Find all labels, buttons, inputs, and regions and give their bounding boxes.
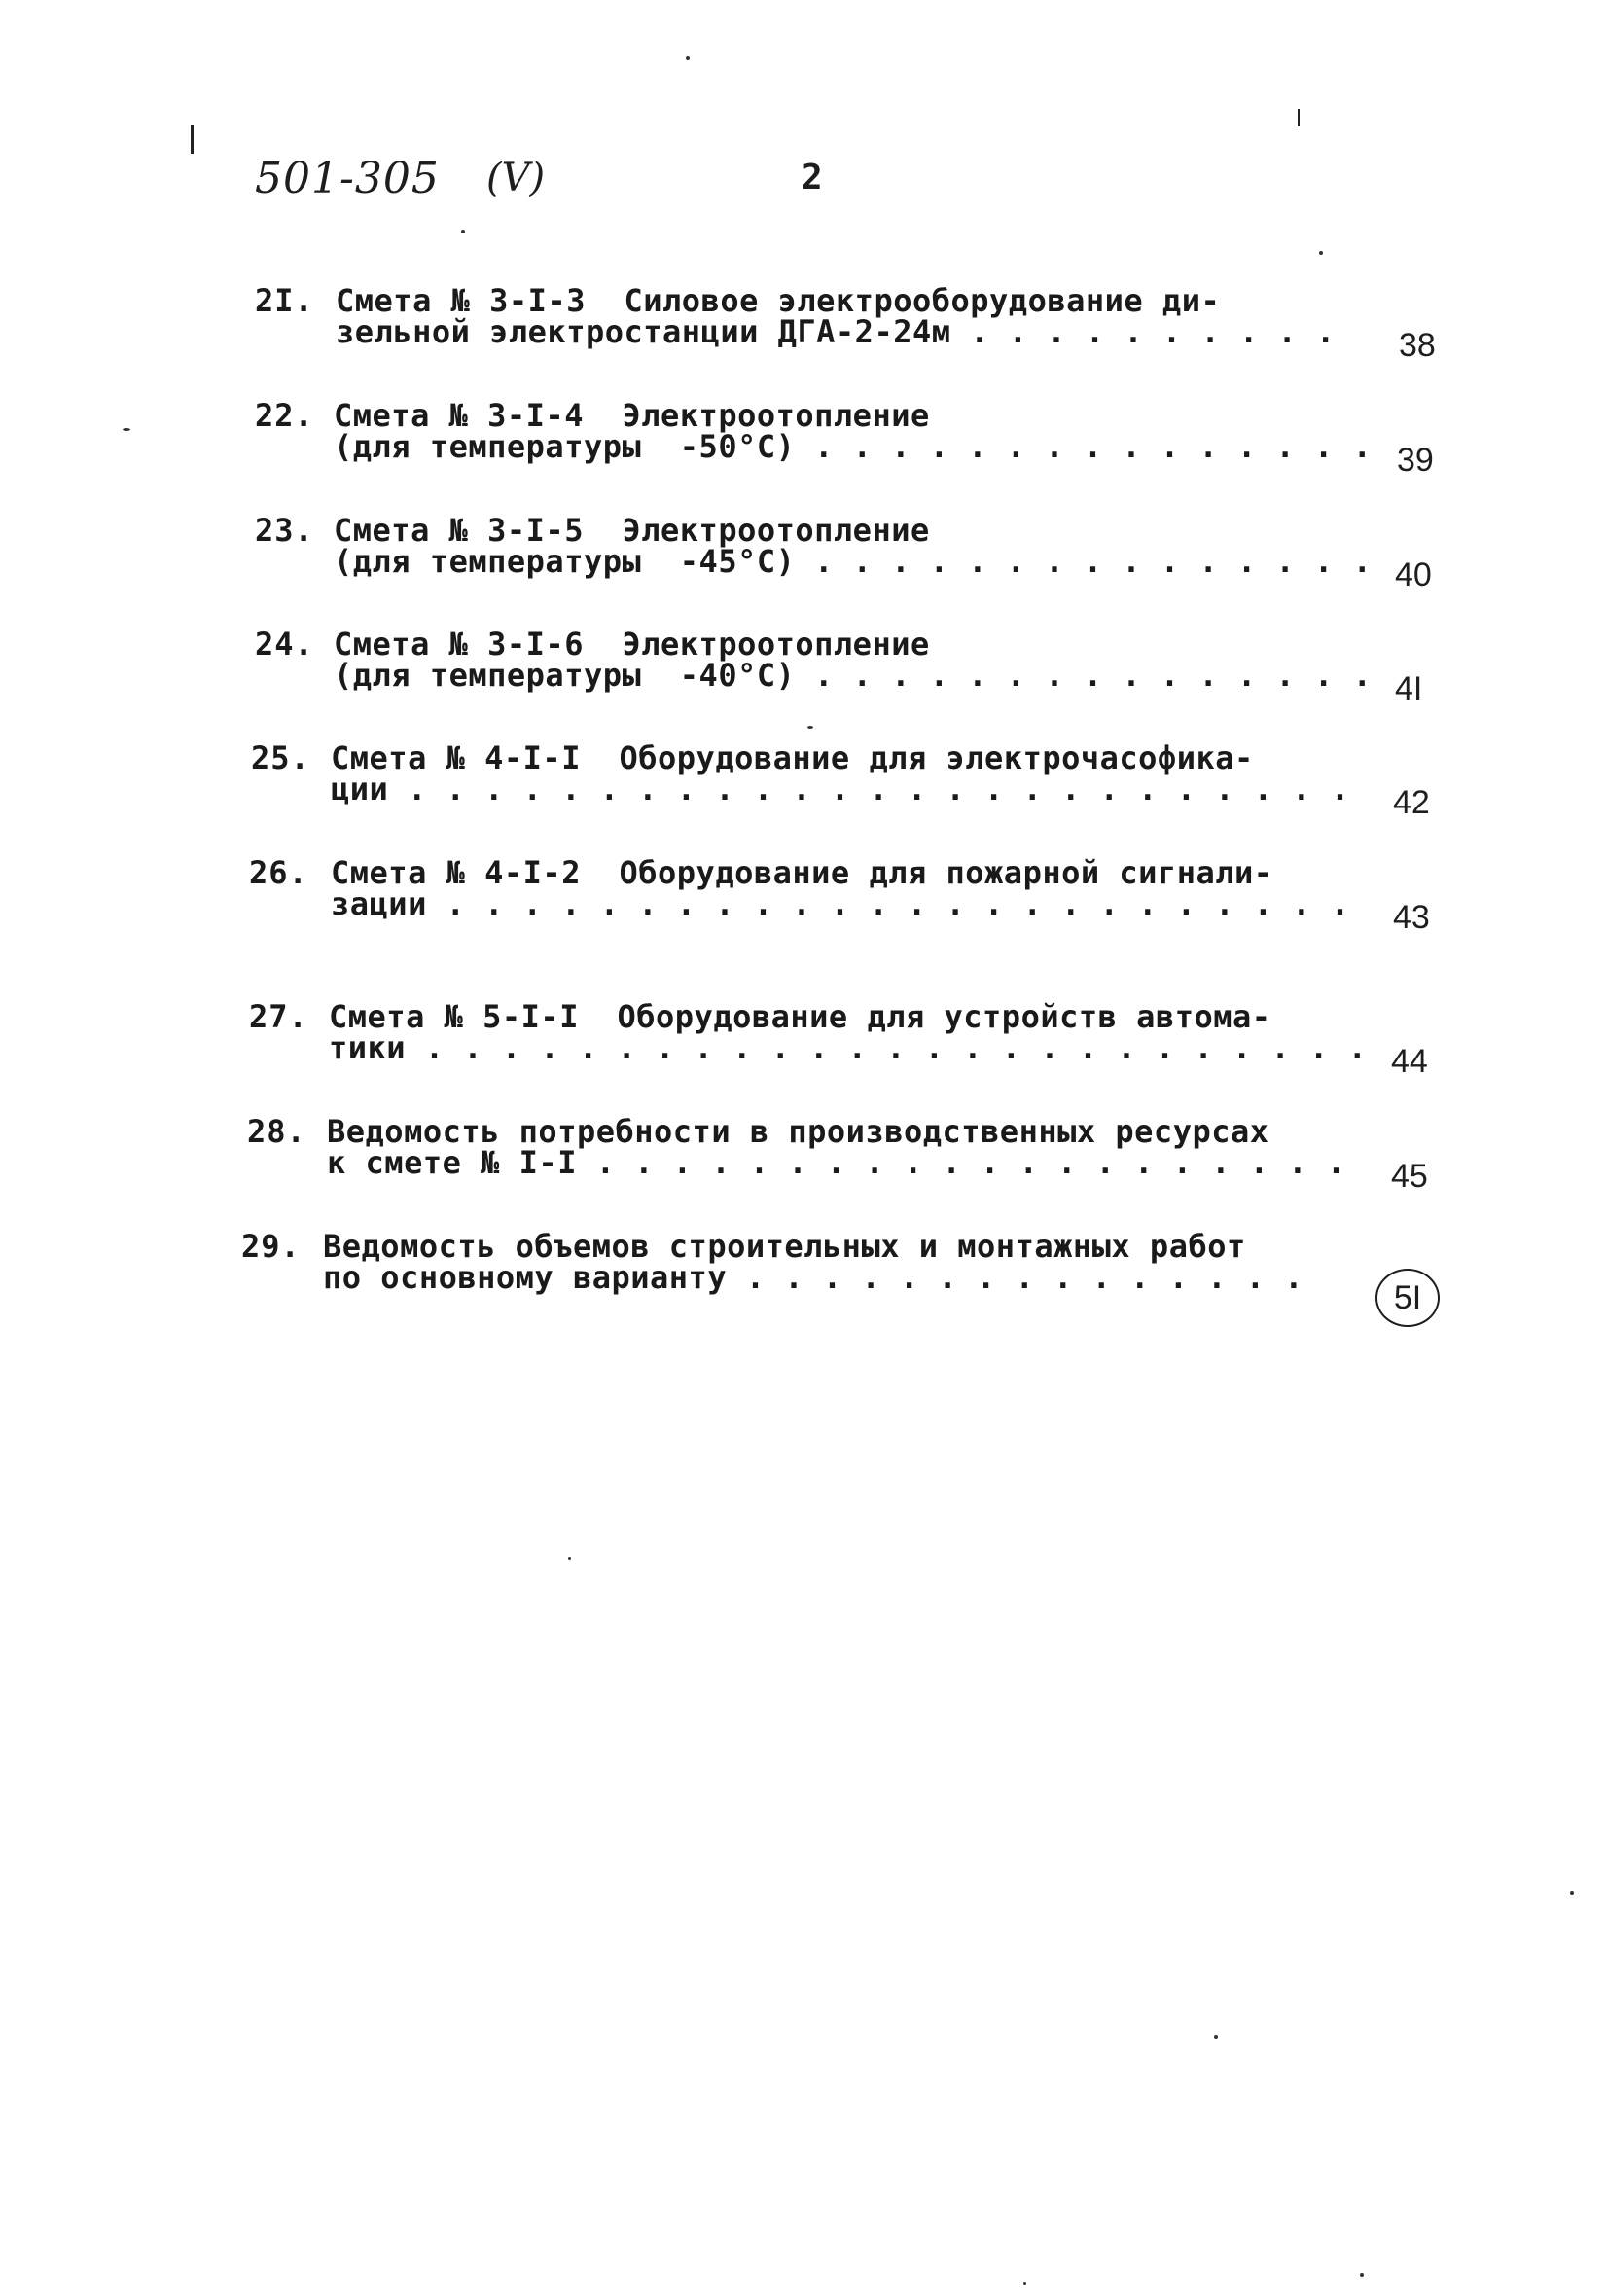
- toc-entry: [0, 510, 1607, 607]
- toc-entry: [0, 624, 1607, 721]
- circled-page-number: 5I: [1375, 1269, 1440, 1327]
- toc-entry: [0, 996, 1607, 1094]
- entry-title-line2: (для температуры -50°C) . . . . . . . . . . . . . . .: [334, 428, 1373, 465]
- toc-entry: [0, 1226, 1607, 1323]
- entry-title-line2: зельной электростанции ДГА-2-24м . . . . . . . . . .: [336, 313, 1336, 350]
- entry-title-line2: зации . . . . . . . . . . . . . . . . . . . . . . . .: [331, 885, 1350, 922]
- entry-page-number: 38: [1399, 327, 1436, 364]
- entry-number: 2I.: [255, 282, 314, 319]
- entry-number: 28.: [247, 1113, 306, 1150]
- document-variant: (Ⅴ): [486, 156, 546, 200]
- entry-number: 29.: [241, 1228, 301, 1265]
- entry-page-number: 4I: [1395, 670, 1423, 707]
- entry-title-line1: Смета № 3-I-6 Электроотопление: [334, 626, 930, 663]
- entry-title-line1: Смета № 3-I-5 Электроотопление: [334, 512, 930, 549]
- entry-title-line2: (для температуры -40°C) . . . . . . . . . . . . . . .: [334, 657, 1373, 694]
- entry-page-number: 45: [1391, 1158, 1428, 1195]
- toc-entry: [0, 737, 1607, 835]
- entry-title-line1: Ведомость потребности в производственных ресурсах: [327, 1113, 1269, 1150]
- entry-title-line2: к смете № I-I . . . . . . . . . . . . . . . . . . . .: [327, 1144, 1346, 1181]
- toc-entry: [0, 280, 1607, 377]
- entry-title-line2: по основному варианту . . . . . . . . . . . . . . .: [323, 1259, 1304, 1296]
- entry-title-line1: Смета № 4-I-2 Оборудование для пожарной сигнали-: [331, 854, 1273, 891]
- entry-title-line2: тики . . . . . . . . . . . . . . . . . . . . . . . . .: [329, 1029, 1368, 1066]
- entry-page-number: 39: [1397, 442, 1434, 479]
- toc-entry: [0, 395, 1607, 492]
- page-number: 2: [802, 158, 823, 197]
- entry-title-line1: Ведомость объемов строительных и монтажных работ: [323, 1228, 1246, 1265]
- entry-page-number: 43: [1393, 899, 1430, 936]
- entry-page-number: 42: [1393, 784, 1430, 821]
- entry-number: 27.: [249, 998, 308, 1035]
- entry-page-number: [1385, 1278, 1440, 1327]
- entry-number: 24.: [255, 626, 314, 663]
- entry-number: 23.: [255, 512, 314, 549]
- entry-title-line1: Смета № 3-I-3 Силовое электрооборудование ди-: [336, 282, 1221, 319]
- entry-page-number: 40: [1395, 556, 1432, 593]
- entry-title-line2: (для температуры -45°C) . . . . . . . . . . . . . . .: [334, 543, 1373, 580]
- toc-entry: [0, 852, 1607, 950]
- toc-entry: [0, 1111, 1607, 1208]
- entry-number: 22.: [255, 397, 314, 434]
- entry-number: 26.: [249, 854, 308, 891]
- entry-title-line2: ции . . . . . . . . . . . . . . . . . . . . . . . . .: [331, 771, 1350, 807]
- entry-page-number: 44: [1391, 1043, 1428, 1080]
- entry-number: 25.: [251, 739, 310, 776]
- entry-title-line1: Смета № 3-I-4 Электроотопление: [334, 397, 930, 434]
- document-code: 501-305: [255, 154, 440, 203]
- entry-title-line1: Смета № 4-I-I Оборудование для электрочасофика-: [331, 739, 1254, 776]
- entry-title-line1: Смета № 5-I-I Оборудование для устройств автома-: [329, 998, 1271, 1035]
